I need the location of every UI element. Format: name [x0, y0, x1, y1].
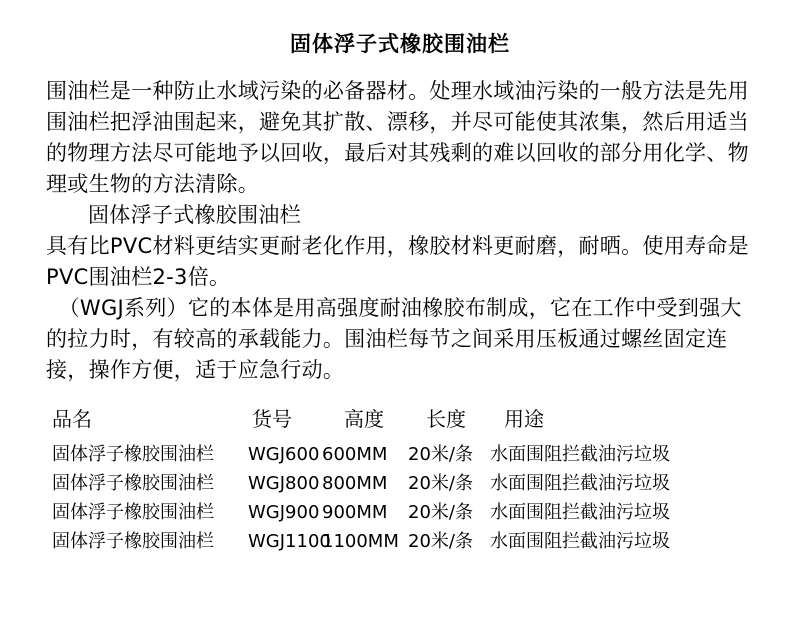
- cell-use: 水面围阻拦截油污垃圾: [490, 502, 670, 523]
- column-header-name: 品名: [52, 407, 92, 431]
- cell-use: 水面围阻拦截油污垃圾: [490, 444, 670, 465]
- column-header-length: 长度: [426, 407, 466, 431]
- table-row: [52, 469, 760, 498]
- paragraph-material: 具有比PVC材料更结实更耐老化作用，橡胶材料更耐磨，耐晒。使用寿命是PVC围油栏2-3倍。: [46, 234, 749, 289]
- cell-length: 20米/条: [408, 444, 473, 465]
- table-row: [52, 498, 760, 527]
- cell-use: 水面围阻拦截油污垃圾: [490, 531, 670, 552]
- cell-name: 固体浮子橡胶围油栏: [52, 473, 214, 494]
- paragraph-product-name: 固体浮子式橡胶围油栏: [88, 203, 301, 227]
- cell-name: 固体浮子橡胶围油栏: [52, 444, 214, 465]
- cell-height: 800MM: [322, 473, 388, 494]
- cell-height: 600MM: [322, 444, 388, 465]
- cell-height: 1100MM: [322, 531, 399, 552]
- cell-length: 20米/条: [408, 531, 473, 552]
- cell-length: 20米/条: [408, 473, 473, 494]
- paragraph-intro: 围油栏是一种防止水域污染的必备器材。处理水域油污染的一般方法是先用围油栏把浮油围起来，避免其扩散、漂移，并尽可能使其浓集，然后用适当的物理方法尽可能地予以回收，最后对其残剩的难以回收的部分用化学、物理或生物的方法清除。: [46, 79, 749, 196]
- document-body: [0, 76, 800, 386]
- paragraph-series: （WGJ系列）它的本体是用高强度耐油橡胶布制成，它在工作中受到强大的拉力时，有较高的承载能力。围油栏每节之间采用压板通过螺丝固定连接，操作方便，适于应急行动。: [46, 296, 742, 382]
- cell-height: 900MM: [322, 502, 388, 523]
- table-row: [52, 440, 760, 469]
- cell-code: WGJ900: [248, 502, 320, 523]
- cell-name: 固体浮子橡胶围油栏: [52, 531, 214, 552]
- table-row: [52, 527, 760, 556]
- page-title: 固体浮子式橡胶围油栏: [290, 32, 510, 56]
- column-header-height: 高度: [344, 407, 384, 431]
- column-header-code: 货号: [252, 407, 292, 431]
- cell-code: WGJ800: [248, 473, 320, 494]
- cell-name: 固体浮子橡胶围油栏: [52, 502, 214, 523]
- column-header-use: 用途: [504, 407, 544, 431]
- cell-code: WGJ600: [248, 444, 320, 465]
- spec-table-header-row: [52, 404, 760, 434]
- cell-use: 水面围阻拦截油污垃圾: [490, 473, 670, 494]
- cell-code: WGJ1100: [248, 531, 331, 552]
- cell-length: 20米/条: [408, 502, 473, 523]
- document-page: [0, 28, 800, 620]
- spec-table: [0, 404, 800, 556]
